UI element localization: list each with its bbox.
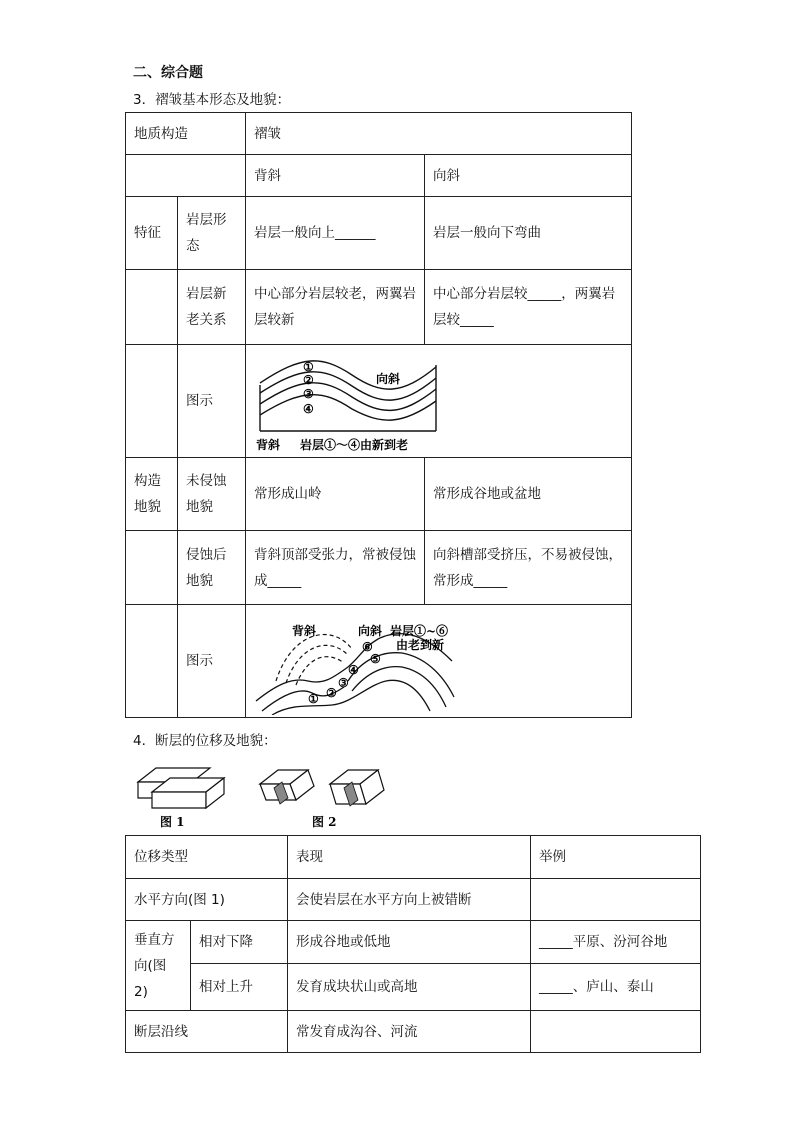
header-type: 位移类型	[126, 836, 288, 879]
row-along-example	[531, 1011, 701, 1053]
row-along-type: 断层沿线	[126, 1011, 288, 1053]
fig1-caption: 岩层①～④由新到老	[300, 438, 409, 452]
fold-line-b	[348, 653, 454, 697]
syncline-label: 向斜	[376, 372, 401, 386]
row-label-age: 岩层新老关系	[178, 270, 246, 345]
fold-diagram	[252, 353, 452, 453]
fig2-caption: 图 2	[312, 815, 337, 829]
row-label-eroded: 侵蚀后地貌	[178, 531, 246, 605]
layer-label-2: ②	[303, 373, 314, 387]
empty-cell	[126, 345, 178, 458]
row-up-performance: 发育成块状山或高地	[288, 964, 531, 1011]
fig2-layer-5: ⑤	[370, 652, 381, 666]
anticline-uneroded: 常形成山岭	[246, 458, 425, 531]
row-along-performance: 常发育成沟谷、河流	[288, 1011, 531, 1053]
eroded-dashed-1	[276, 635, 352, 681]
section-title: 二、综合题	[133, 65, 203, 81]
eroded-fold-diagram	[252, 611, 472, 715]
fault-diagrams	[130, 758, 410, 830]
fold-line-c	[352, 667, 446, 707]
row-label-uneroded: 未侵蚀地貌	[178, 458, 246, 531]
row-up-sub: 相对上升	[191, 964, 288, 1011]
empty-cell	[126, 531, 178, 605]
fig2-layer-3: ③	[338, 676, 349, 690]
fig2-caption-2: 由老到新	[396, 638, 445, 652]
syncline-eroded: 向斜槽部受挤压，不易被侵蚀，常形成_____	[425, 531, 632, 605]
fig2-syncline-label: 向斜	[358, 624, 383, 638]
anticline-age: 中心部分岩层较老，两翼岩层较新	[246, 270, 425, 345]
header-example: 举例	[531, 836, 701, 879]
question-4-title: 4．断层的位移及地貌：	[133, 733, 277, 749]
anticline-shape: 岩层一般向上______	[246, 197, 425, 270]
fig2-anticline-label: 背斜	[292, 624, 317, 638]
row-vertical-group: 垂直方向(图 2)	[126, 921, 191, 1011]
layer-label-4: ④	[303, 402, 314, 416]
header-syncline: 向斜	[425, 155, 632, 197]
fig2-caption-1: 岩层①~⑥	[390, 624, 449, 638]
row-down-example: _____平原、汾河谷地	[531, 921, 701, 964]
fig2-layer-4: ④	[348, 663, 359, 677]
anticline-eroded: 背斜顶部受张力，常被侵蚀成_____	[246, 531, 425, 605]
fig2-layer-2: ②	[326, 686, 337, 700]
eroded-fold-diagram-cell	[246, 605, 632, 718]
group-feature: 特征	[126, 197, 178, 270]
header-anticline: 背斜	[246, 155, 425, 197]
row-horizontal-example	[531, 879, 701, 921]
syncline-uneroded: 常形成谷地或盆地	[425, 458, 632, 531]
header-performance: 表现	[288, 836, 531, 879]
row-label-diagram1: 图示	[178, 345, 246, 458]
row-horizontal-performance: 会使岩层在水平方向上被错断	[288, 879, 531, 921]
fig2-layer-6: ⑥	[362, 640, 373, 654]
syncline-age: 中心部分岩层较_____，两翼岩层较_____	[425, 270, 632, 345]
row-up-example: _____、庐山、泰山	[531, 964, 701, 1011]
anticline-label: 背斜	[256, 438, 281, 452]
layer-label-3: ③	[303, 387, 314, 401]
layer-label-1: ①	[303, 360, 314, 374]
fold-line-d	[272, 680, 430, 715]
fold-line-1	[260, 361, 436, 389]
row-horizontal-type: 水平方向(图 1)	[126, 879, 288, 921]
header-fold: 褶皱	[246, 113, 632, 155]
question-3-title: 3．褶皱基本形态及地貌：	[133, 92, 291, 108]
empty-cell	[126, 270, 178, 345]
empty-cell	[126, 155, 246, 197]
empty-cell	[126, 605, 178, 718]
fold-line-4	[260, 395, 436, 420]
row-down-sub: 相对下降	[191, 921, 288, 964]
group-landform: 构造地貌	[126, 458, 178, 531]
fault-table	[125, 835, 701, 1053]
syncline-shape: 岩层一般向下弯曲	[425, 197, 632, 270]
fig2-layer-1: ①	[308, 692, 319, 706]
header-geologic-structure: 地质构造	[126, 113, 246, 155]
fold-diagram-cell	[246, 345, 632, 458]
fold-line-2	[260, 372, 436, 400]
row-label-shape: 岩层形态	[178, 197, 246, 270]
fold-table	[125, 112, 632, 718]
row-down-performance: 形成谷地或低地	[288, 921, 531, 964]
fig1-caption: 图 1	[160, 815, 185, 829]
row-label-diagram2: 图示	[178, 605, 246, 718]
fault1-front-right	[152, 792, 206, 808]
